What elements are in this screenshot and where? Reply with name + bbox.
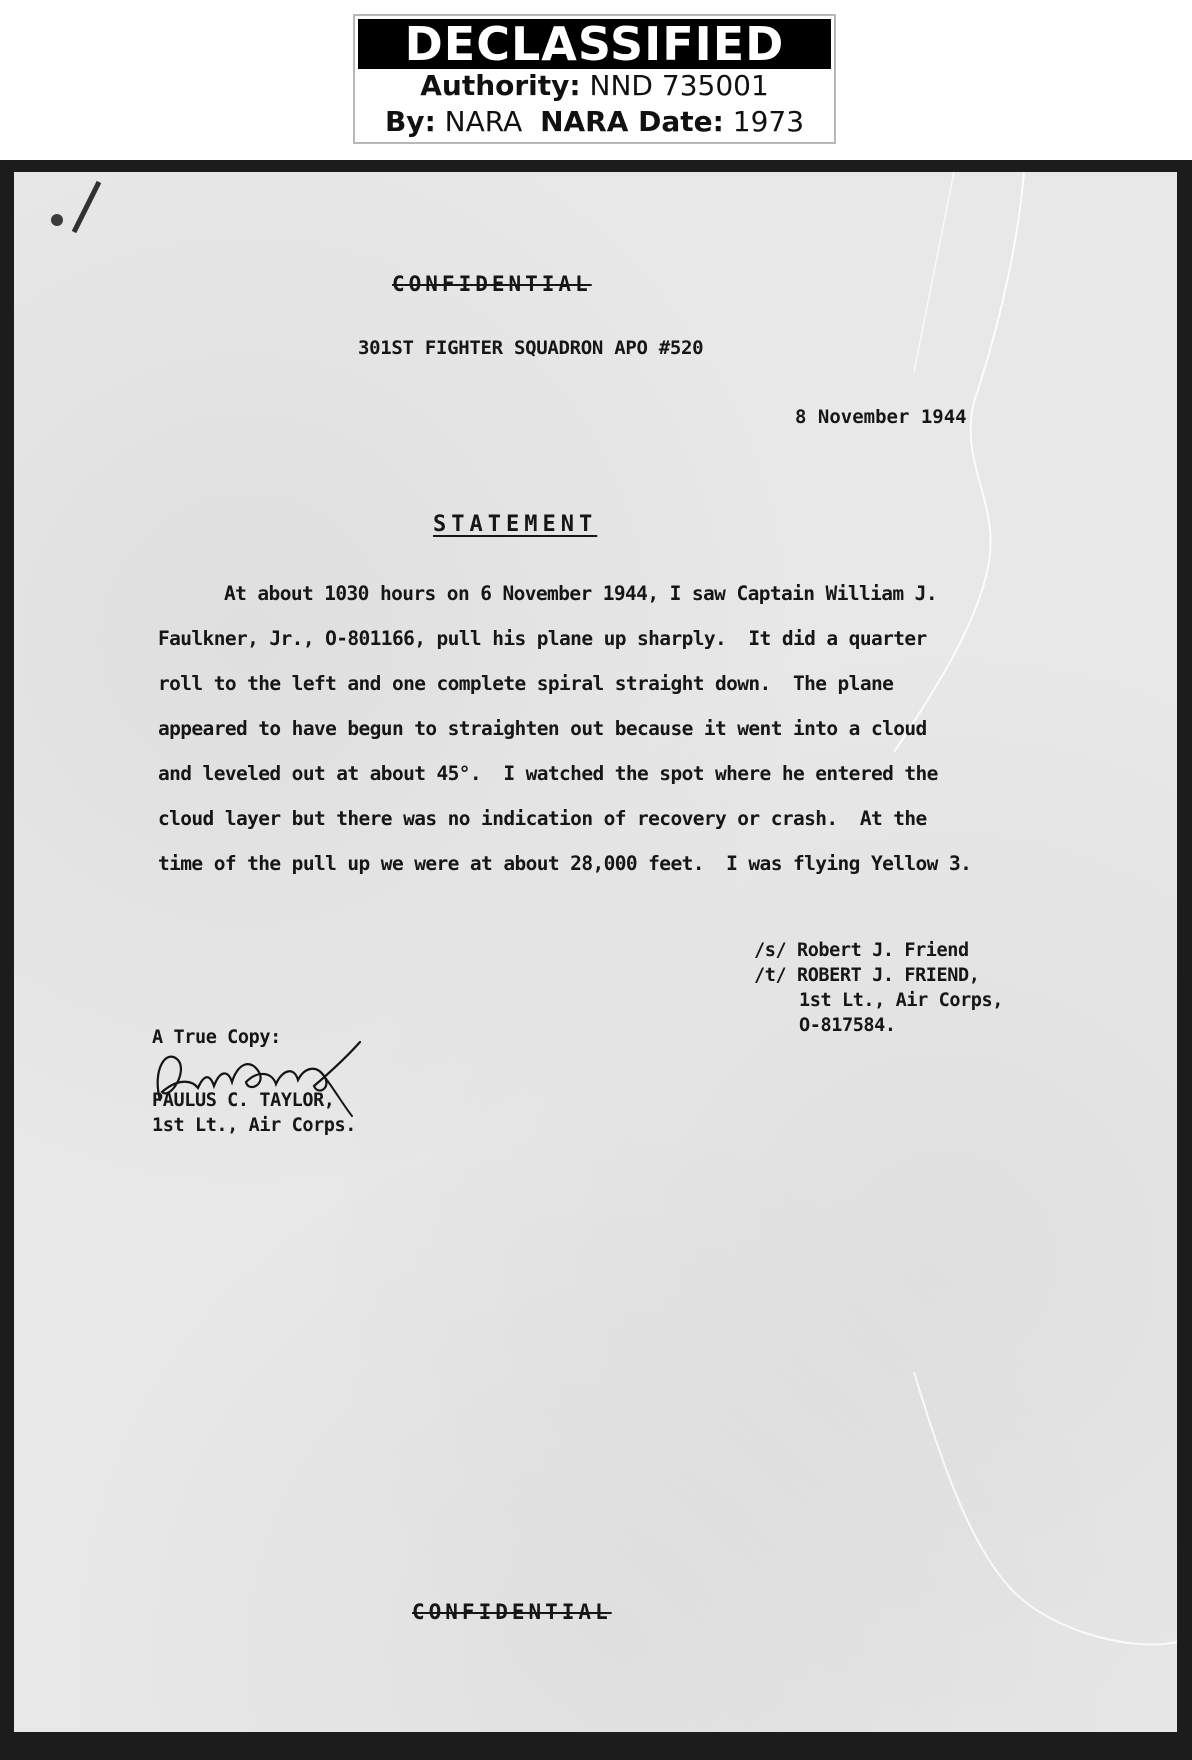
stamp-date-label: NARA Date: <box>540 105 724 138</box>
true-copy-name: PAULUS C. TAYLOR, <box>152 1090 335 1111</box>
body-line: appeared to have begun to straighten out because it went into a cloud <box>158 717 927 740</box>
true-copy-rank: 1st Lt., Air Corps. <box>152 1115 357 1136</box>
scanned-page <box>0 160 1192 1760</box>
classification-bottom: CONFIDENTIAL <box>412 1600 612 1624</box>
signer-rank-line: 1st Lt., Air Corps, <box>799 990 1004 1011</box>
signer-serial-line: O-817584. <box>799 1015 896 1036</box>
classification-top: CONFIDENTIAL <box>392 272 592 296</box>
stamp-authority-value: NND 735001 <box>589 69 769 102</box>
stamp-title: DECLASSIFIED <box>358 19 831 69</box>
stamp-authority-label: Authority: <box>420 69 581 102</box>
stamp-authority-line <box>355 69 834 103</box>
typed-name-line: /t/ ROBERT J. FRIEND, <box>754 965 980 986</box>
paper-sheet <box>14 172 1177 1732</box>
unit-header: 301ST FIGHTER SQUADRON APO #520 <box>358 337 704 359</box>
document-title: STATEMENT <box>433 512 598 537</box>
stamp-by-line <box>355 105 834 139</box>
stamp-by-label: By: <box>384 105 436 138</box>
stamp-by-value: NARA <box>444 105 523 138</box>
body-line: roll to the left and one complete spiral straight down. The plane <box>158 672 894 695</box>
body-line: time of the pull up we were at about 28,000 feet. I was flying Yellow 3. <box>158 852 972 875</box>
declassified-stamp <box>353 14 836 144</box>
body-line: At about 1030 hours on 6 November 1944, I saw Captain William J. <box>224 582 937 605</box>
signed-line: /s/ Robert J. Friend <box>754 940 969 961</box>
document-date: 8 November 1944 <box>795 406 967 428</box>
stamp-date-value: 1973 <box>732 105 805 138</box>
body-line: Faulkner, Jr., O-801166, pull his plane up sharply. It did a quarter <box>158 627 927 650</box>
paper-crease-marks <box>14 172 1177 1732</box>
true-copy-label: A True Copy: <box>152 1027 281 1048</box>
body-line: cloud layer but there was no indication of recovery or crash. At the <box>158 807 927 830</box>
body-line: and leveled out at about 45°. I watched the spot where he entered the <box>158 762 938 785</box>
